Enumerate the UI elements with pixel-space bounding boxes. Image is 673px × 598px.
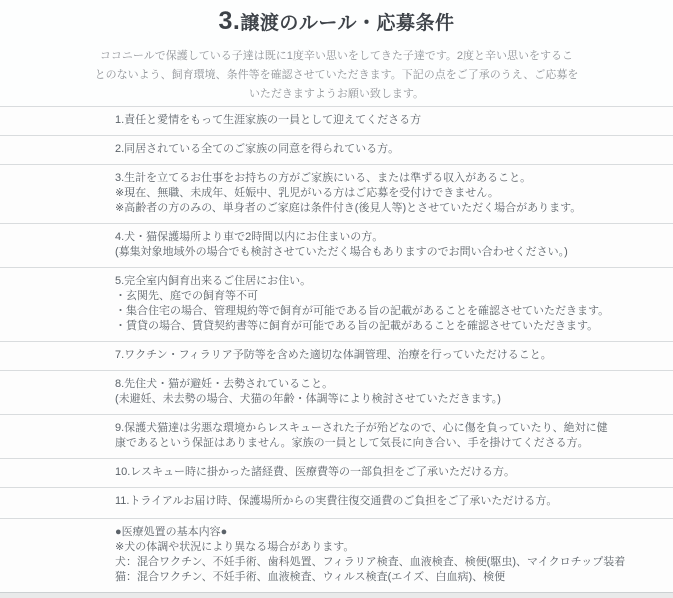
rule-line: 犬：混合ワクチン、不妊手術、歯科処置、フィラリア検査、血液検査、検便(駆虫)、マイクロチップ装着 [115, 556, 626, 568]
rule-lines [115, 113, 663, 128]
rule-row [0, 164, 673, 223]
rule-lines [115, 465, 663, 480]
page-header [0, 0, 673, 104]
intro-line: いただきますようお願い致します。 [248, 88, 425, 100]
rule-row [0, 135, 673, 164]
section-title [0, 6, 673, 39]
rule-lines [115, 274, 663, 334]
section-title-number: 3. [218, 7, 241, 35]
rule-line: ・集合住宅の場合、管理規約等で飼育が可能である旨の記載があることを確認させていただきます。 [115, 305, 610, 317]
rule-lines [115, 377, 663, 407]
rule-line: 5.完全室内飼育出来るご住居にお住い。 [115, 275, 312, 287]
intro-line: ココニールで保護している子達は既に1度辛い思いをしてきた子達です。2度と辛い思いをするこ [99, 50, 574, 62]
rule-line: ※現在、無職、未成年、妊娠中、乳児がいる方はご応募を受付けできません。 [115, 187, 499, 199]
rule-row [0, 370, 673, 414]
rule-line: 8.先住犬・猫が避妊・去勢されていること。 [115, 378, 334, 390]
rule-line: ・賃貸の場合、賃貸契約書等に飼育が可能である旨の記載があることを確認させていただきます。 [115, 320, 599, 332]
rule-line: 康であるという保証はありません。家族の一員として気長に向き合い、手を掛けてくださる方。 [115, 437, 589, 449]
rule-lines [115, 142, 663, 157]
rule-line: ※高齢者の方のみの、単身者のご家庭は条件付き(後見人等)とさせていただく場合があります。 [115, 202, 582, 214]
next-section-band [0, 592, 673, 598]
section-title-text: 譲渡のルール・応募条件 [240, 13, 455, 34]
rule-line: 11.トライアルお届け時、保護場所からの実費往復交通費のご負担をご了承いただける方。 [115, 495, 558, 507]
rule-row [0, 267, 673, 341]
rule-row [0, 458, 673, 487]
rule-line: ・玄関先、庭での飼育等不可 [115, 290, 258, 302]
rule-lines [115, 525, 663, 585]
rule-row [0, 341, 673, 370]
rule-line: ●医療処置の基本内容● [115, 526, 228, 538]
rule-line: 1.責任と愛情をもって生涯家族の一員として迎えてくださる方 [115, 114, 422, 126]
rule-line: 猫：混合ワクチン、不妊手術、血液検査、ウィルス検査(エイズ、白血病)、検便 [115, 571, 506, 583]
rule-row [0, 223, 673, 267]
rule-lines [115, 421, 663, 451]
rule-line: (募集対象地域外の場合でも検討させていただく場合もありますのでお問い合わせください。) [115, 246, 568, 258]
rule-line: 2.同居されている全てのご家族の同意を得られている方。 [115, 143, 400, 155]
rule-line: 4.犬・猫保護場所より車で2時間以内にお住まいの方。 [115, 231, 384, 243]
medical-info-section [0, 518, 673, 592]
rule-lines [115, 230, 663, 260]
rule-line: ※犬の体調や状況により異なる場合があります。 [115, 541, 355, 553]
rule-line: 9.保護犬猫達は劣悪な環境からレスキューされた子が殆どなので、心に傷を負っていたり、絶対に健 [115, 422, 608, 434]
rule-line: 10.レスキュー時に掛かった諸経費、医療費等の一部負担をご了承いただける方。 [115, 466, 515, 478]
rule-row [0, 487, 673, 516]
rule-row [0, 106, 673, 135]
rule-lines [115, 348, 663, 363]
rule-line: 7.ワクチン・フィラリア予防等を含めた適切な体調管理、治療を行っていただけること。 [115, 349, 552, 361]
rule-line: 3.生計を立てるお仕事をお持ちの方がご家族にいる、または準ずる収入があること。 [115, 172, 532, 184]
rules-list [0, 106, 673, 516]
intro-line: とのないよう、飼育環境、条件等を確認させていただきます。下記の点をご了承のうえ、ご応募を [94, 69, 579, 81]
rule-lines [115, 494, 663, 509]
intro-paragraph [0, 47, 673, 104]
rule-lines [115, 171, 663, 216]
medical-info-row [0, 518, 673, 592]
rule-row [0, 414, 673, 458]
rule-line: (未避妊、未去勢の場合、犬猫の年齢・体調等により検討させていただきます。) [115, 393, 501, 405]
